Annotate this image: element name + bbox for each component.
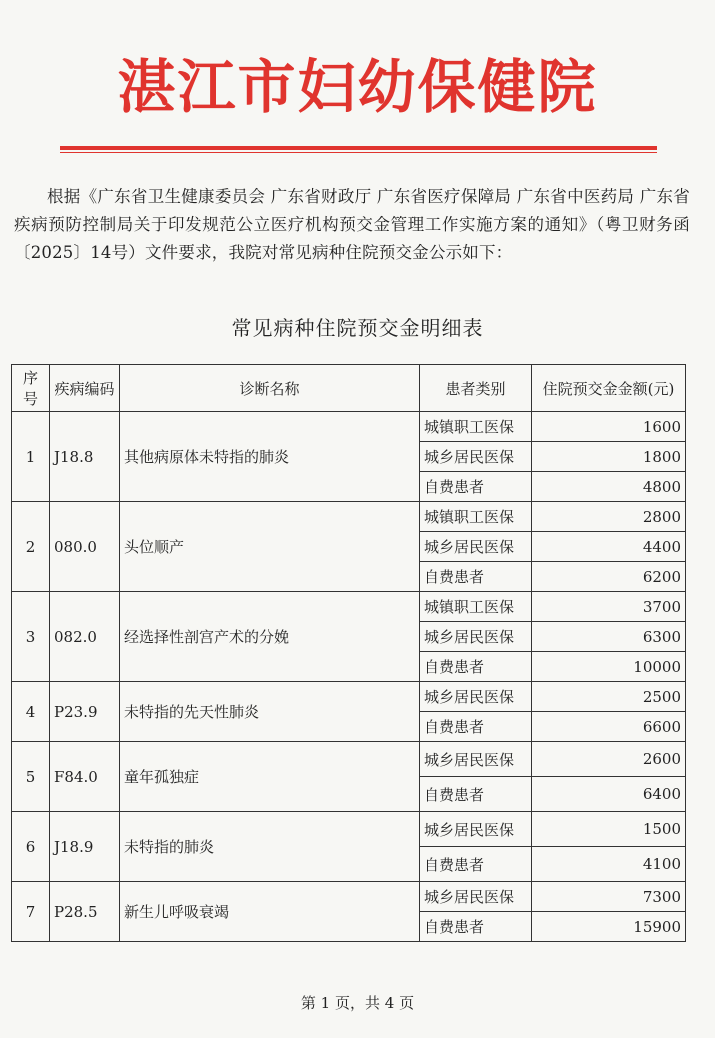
header-diagnosis: 诊断名称 — [120, 365, 420, 412]
patient-type-cell: 城镇职工医保 — [420, 592, 532, 622]
amount-cell: 4100 — [532, 847, 686, 882]
table-body — [12, 412, 686, 942]
diagnosis-cell: 童年孤独症 — [120, 742, 420, 812]
patient-type-cell: 城乡居民医保 — [420, 442, 532, 472]
table-row — [12, 682, 686, 712]
document-title: 湛江市妇幼保健院 — [117, 53, 598, 121]
diagnosis-cell: 其他病原体未特指的肺炎 — [120, 412, 420, 502]
code-cell: P28.5 — [50, 882, 120, 942]
amount-cell: 4800 — [532, 472, 686, 502]
diagnosis-cell: 未特指的先天性肺炎 — [120, 682, 420, 742]
table-row — [12, 412, 686, 442]
table-row — [12, 882, 686, 912]
amount-cell: 1800 — [532, 442, 686, 472]
code-cell: P23.9 — [50, 682, 120, 742]
table-row — [12, 742, 686, 777]
table-row — [12, 502, 686, 532]
amount-cell: 4400 — [532, 532, 686, 562]
patient-type-cell: 城镇职工医保 — [420, 502, 532, 532]
amount-cell: 10000 — [532, 652, 686, 682]
amount-cell: 6400 — [532, 777, 686, 812]
patient-type-cell: 城乡居民医保 — [420, 742, 532, 777]
amount-cell: 6300 — [532, 622, 686, 652]
amount-cell: 6600 — [532, 712, 686, 742]
header-seq: 序号 — [12, 365, 50, 412]
table-row — [12, 592, 686, 622]
diagnosis-cell: 头位顺产 — [120, 502, 420, 592]
seq-cell: 4 — [12, 682, 50, 742]
code-cell: F84.0 — [50, 742, 120, 812]
seq-cell: 1 — [12, 412, 50, 502]
seq-cell: 2 — [12, 502, 50, 592]
code-cell: 080.0 — [50, 502, 120, 592]
intro-paragraph: 根据《广东省卫生健康委员会 广东省财政厅 广东省医疗保障局 广东省中医药局 广东省疾病预防控制局关于印发规范公立医疗机构预交金管理工作实施方案的通知》（粤卫财务函〔2025〕14号）文件要求，我院对常见病种住院预交金公示如下： — [14, 187, 690, 262]
patient-type-cell: 自费患者 — [420, 652, 532, 682]
patient-type-cell: 城乡居民医保 — [420, 812, 532, 847]
amount-cell: 2800 — [532, 502, 686, 532]
patient-type-cell: 城乡居民医保 — [420, 682, 532, 712]
patient-type-cell: 自费患者 — [420, 562, 532, 592]
code-cell: J18.9 — [50, 812, 120, 882]
amount-cell: 3700 — [532, 592, 686, 622]
amount-cell: 2500 — [532, 682, 686, 712]
deposit-table — [11, 364, 686, 942]
patient-type-cell: 自费患者 — [420, 777, 532, 812]
patient-type-cell: 城乡居民医保 — [420, 882, 532, 912]
table-row — [12, 812, 686, 847]
code-cell: 082.0 — [50, 592, 120, 682]
diagnosis-cell: 新生儿呼吸衰竭 — [120, 882, 420, 942]
patient-type-cell: 城镇职工医保 — [420, 412, 532, 442]
title-rule-thick — [60, 146, 657, 150]
code-cell: J18.8 — [50, 412, 120, 502]
header-patient-type: 患者类别 — [420, 365, 532, 412]
patient-type-cell: 自费患者 — [420, 847, 532, 882]
patient-type-cell: 城乡居民医保 — [420, 532, 532, 562]
seq-cell: 3 — [12, 592, 50, 682]
diagnosis-cell: 未特指的肺炎 — [120, 812, 420, 882]
title-rule-thin — [60, 152, 657, 153]
patient-type-cell: 城乡居民医保 — [420, 622, 532, 652]
header-amount: 住院预交金金额(元) — [532, 365, 686, 412]
amount-cell: 1600 — [532, 412, 686, 442]
patient-type-cell: 自费患者 — [420, 912, 532, 942]
amount-cell: 7300 — [532, 882, 686, 912]
table-header-row — [12, 365, 686, 412]
amount-cell: 15900 — [532, 912, 686, 942]
amount-cell: 1500 — [532, 812, 686, 847]
seq-cell: 6 — [12, 812, 50, 882]
header-code: 疾病编码 — [50, 365, 120, 412]
patient-type-cell: 自费患者 — [420, 712, 532, 742]
table-title: 常见病种住院预交金明细表 — [231, 316, 484, 340]
seq-cell: 7 — [12, 882, 50, 942]
amount-cell: 2600 — [532, 742, 686, 777]
amount-cell: 6200 — [532, 562, 686, 592]
patient-type-cell: 自费患者 — [420, 472, 532, 502]
diagnosis-cell: 经选择性剖宫产术的分娩 — [120, 592, 420, 682]
seq-cell: 5 — [12, 742, 50, 812]
page-footer: 第 1 页，共 4 页 — [300, 994, 415, 1012]
